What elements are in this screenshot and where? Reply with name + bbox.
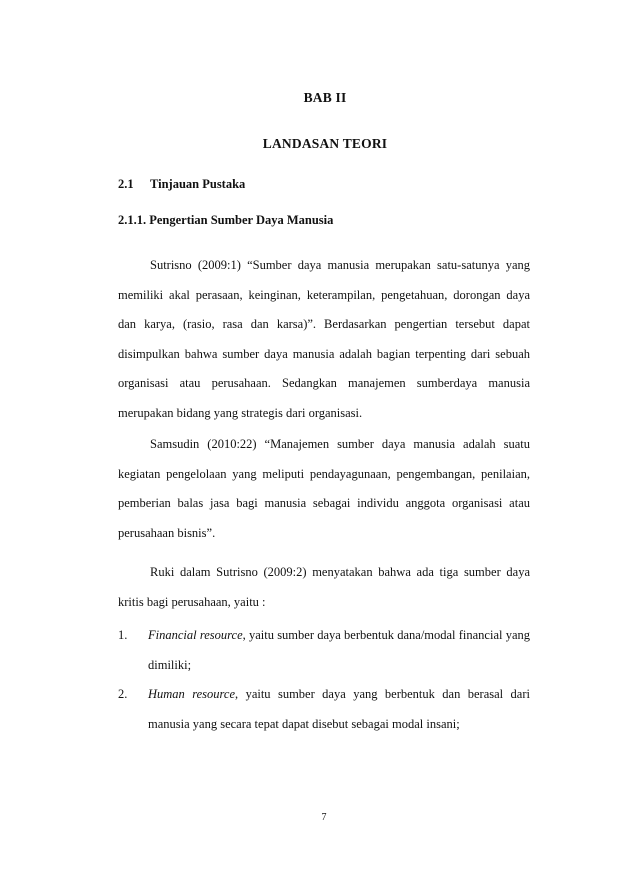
subsection-heading: 2.1.1. Pengertian Sumber Daya Manusia xyxy=(118,213,334,227)
list-marker: 2. xyxy=(118,687,128,701)
paragraph-ruki: Ruki dalam Sutrisno (2009:2) menyatakan bahwa ada tiga sumber daya kritis bagi perusahaan, yaitu : xyxy=(118,565,530,609)
paragraph-samsudin: Samsudin (2010:22) “Manajemen sumber daya manusia adalah suatu kegiatan pengelolaan yang meliputi pendayagunaan, pengembangan, penilaian, pemberian balas jasa bagi manusia sebagai individu anggota organisasi atau perusahaan bisnis”. xyxy=(118,437,530,540)
section-heading xyxy=(118,177,245,192)
page-number: 7 xyxy=(321,812,327,823)
chapter-title: LANDASAN TEORI xyxy=(262,136,388,151)
list-item xyxy=(118,680,530,739)
section-title: Tinjauan Pustaka xyxy=(150,177,246,191)
list-item-body xyxy=(148,680,530,739)
chapter-number: BAB II xyxy=(303,90,347,105)
list-item-body xyxy=(148,621,530,680)
section-number: 2.1 xyxy=(118,177,134,191)
list-item-text: , yaitu sumber daya yang berbentuk dan berasal dari manusia yang secara tepat dapat disebut sebagai modal insani; xyxy=(148,687,530,731)
list-item-text: , yaitu sumber daya berbentuk dana/modal financial yang dimiliki; xyxy=(148,628,530,672)
paragraph-sutrisno: Sutrisno (2009:1) “Sumber daya manusia merupakan satu-satunya yang memiliki akal perasaan, keinginan, keterampilan, pengetahuan, dorongan daya dan karya, (rasio, rasa dan karsa)”. Berdasarkan pengertian tersebut dapat disimpulkan bahwa sumber daya manusia adalah bagian terpenting dari sebuah organisasi atau perusahaan. Sedangkan manajemen sumberdaya manusia merupakan bidang yang strategis dari organisasi. xyxy=(118,258,530,420)
list-item-term: Financial resource xyxy=(148,628,243,642)
list-marker: 1. xyxy=(118,628,128,642)
list-item-term: Human resource xyxy=(148,687,236,701)
list-item xyxy=(118,621,530,680)
